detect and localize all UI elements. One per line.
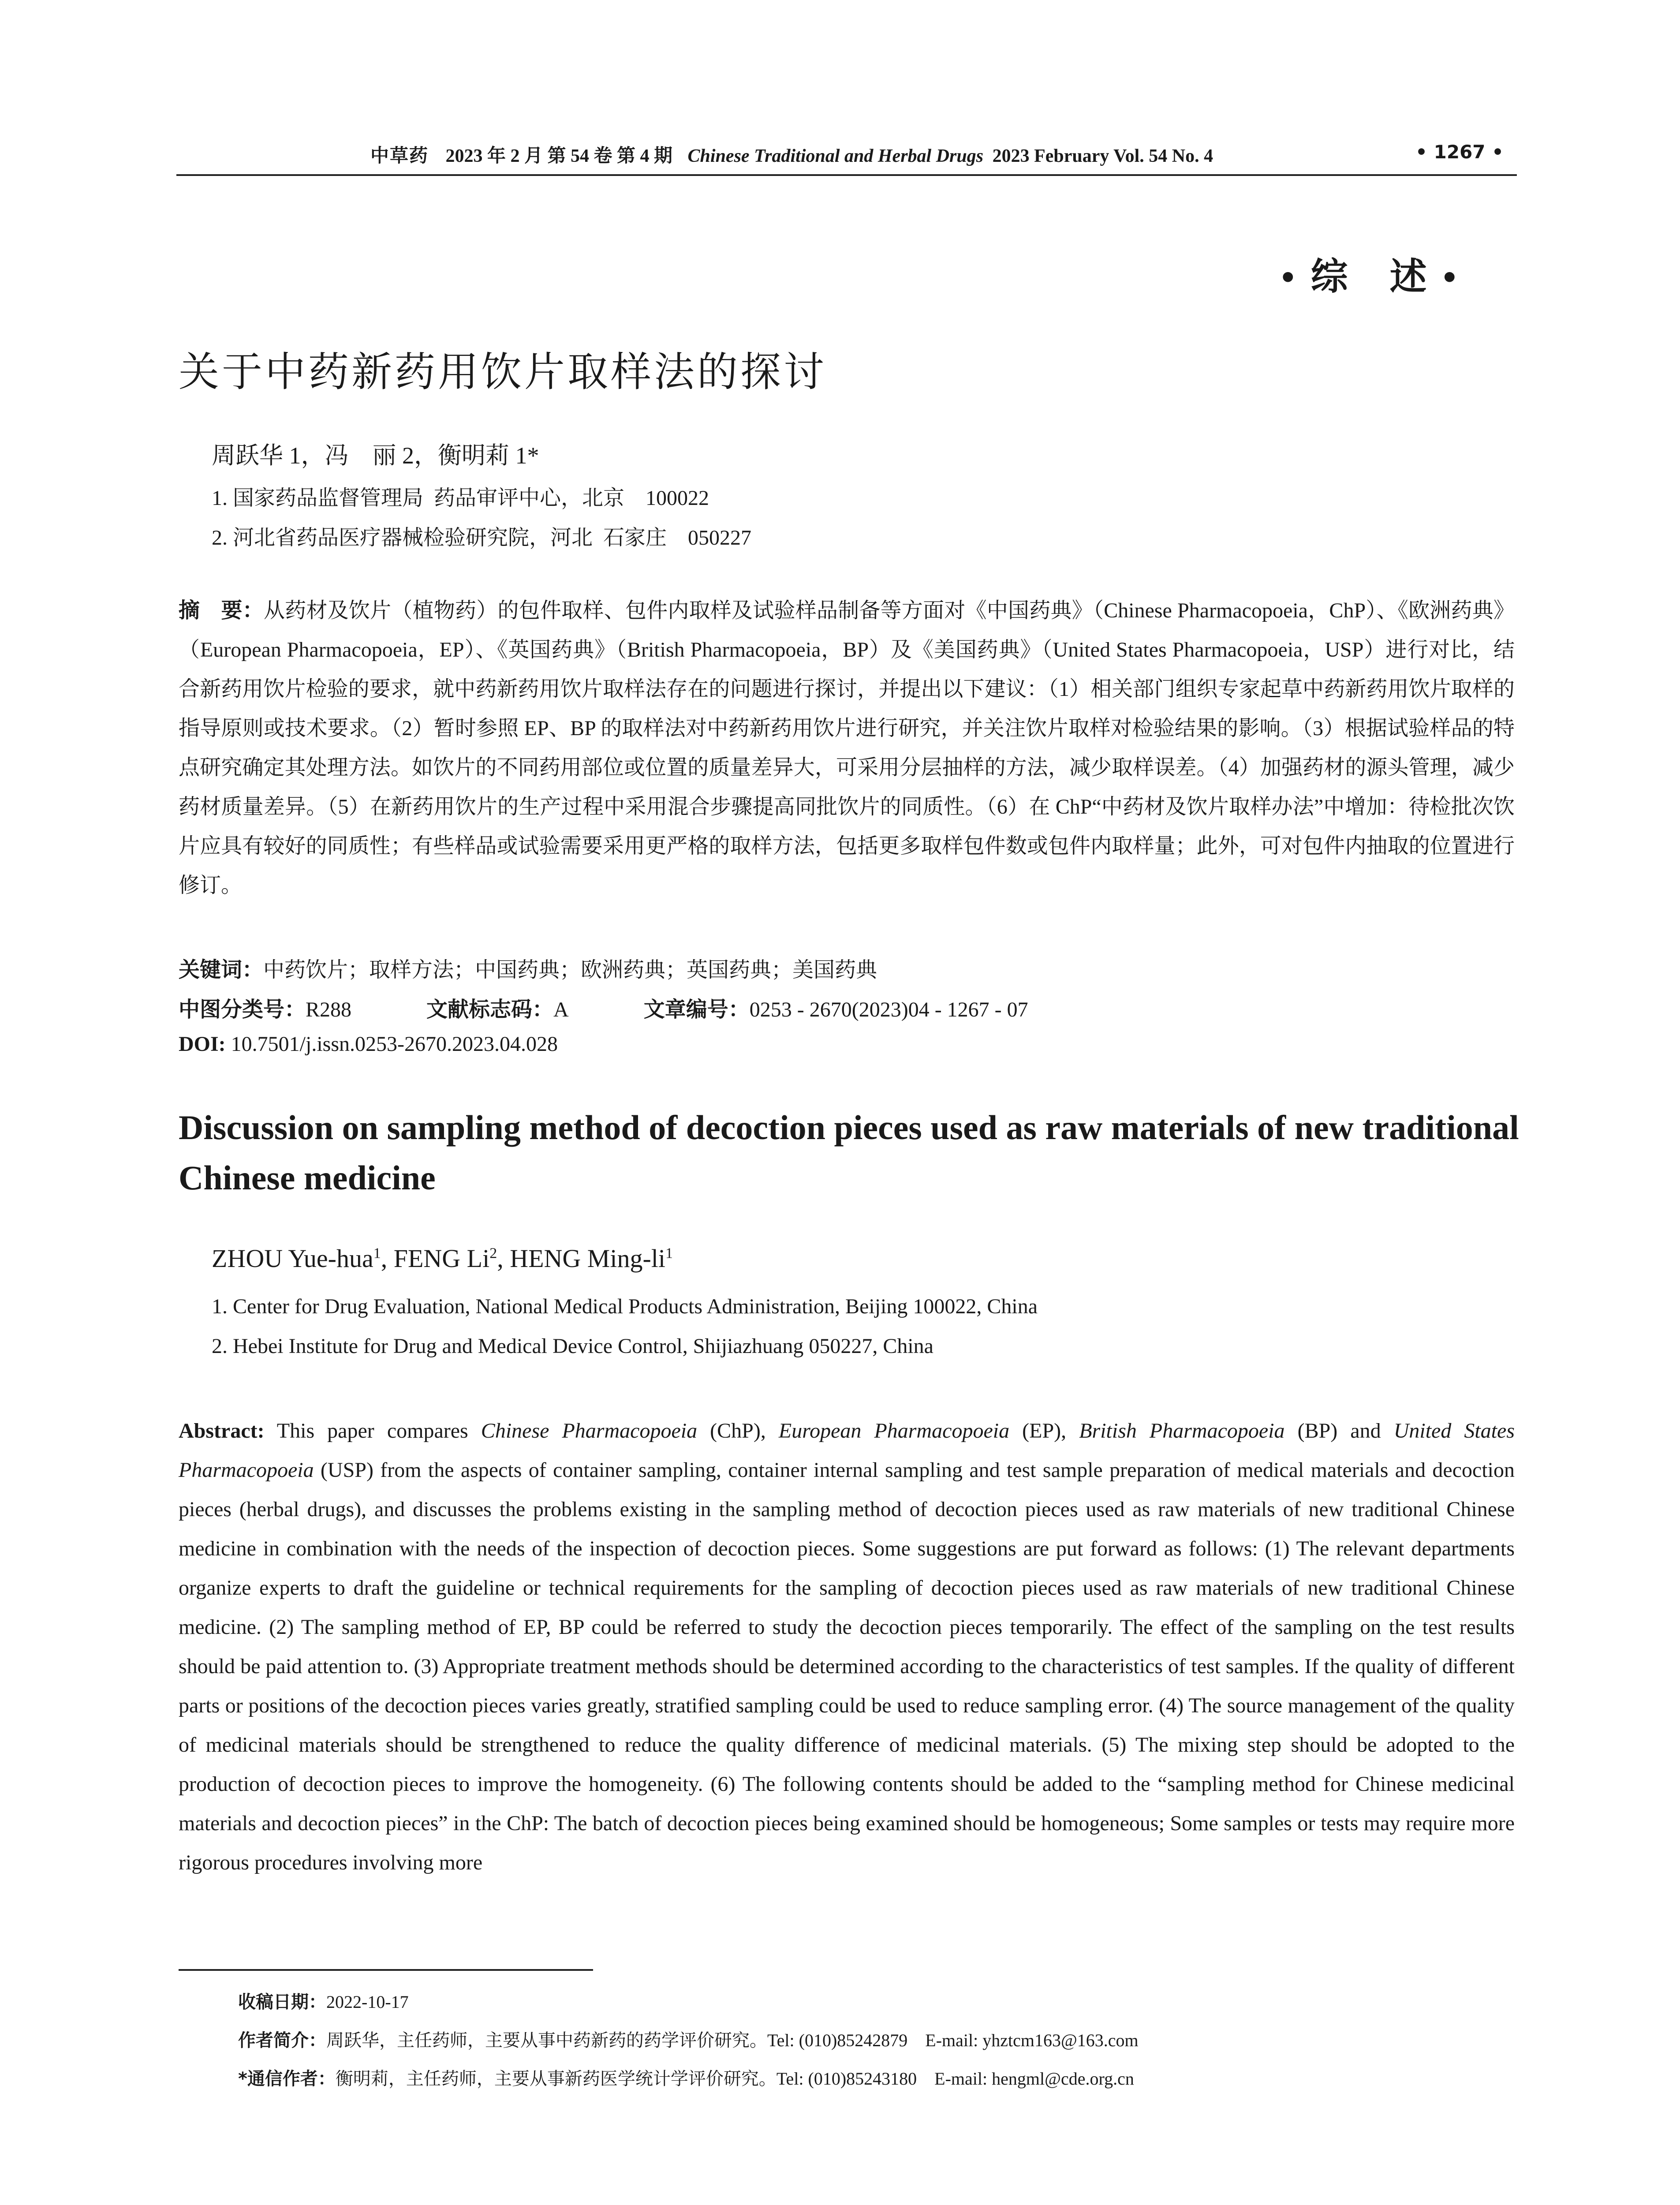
footnote-received [238, 1988, 409, 2013]
corresponding-label: *通信作者： [238, 2069, 336, 2089]
pharmacopoeia-name: United States Pharmacopoeia [179, 1419, 1515, 1482]
doc-code-label: 文献标志码： [426, 997, 554, 1022]
clc-label: 中图分类号： [179, 997, 306, 1022]
authors-cn: 周跃华 1，冯 丽 2，衡明莉 1* [212, 442, 539, 469]
author-affil-mark: 2 [489, 1245, 497, 1262]
doc-code-value: A [553, 998, 569, 1021]
author-name: FENG Li [393, 1244, 490, 1273]
abstract-cn-text: 从药材及饮片（植物药）的包件取样、包件内取样及试验样品制备等方面对《中国药典》（Chinese Pharmacopoeia，ChP）、《欧洲药典》（European Pharmacopoeia，EP）、《英国药典》（British Pharmacopoeia，BP）及《美国药典》（United States Pharmacopoeia，USP）进行对比，结合新药用饮片检验的要求，就中药新药用饮片取样法存在的问题进行探讨，并提出以下建议：（1）相关部门组织专家起草中药新药用饮片取样的指导原则或技术要求。（2）暂时参照 EP、BP 的取样法对中药新药用饮片进行研究，并关注饮片取样对检验结果的影响。（3）根据试验样品的特点研究确定其处理方法。如饮片的不同药用部位或位置的质量差异大，可采用分层抽样的方法，减少取样误差。（4）加强药材的源头管理，减少药材质量差异。（5）在新药用饮片的生产过程中采用混合步骤提高同批饮片的同质性。（6）在 ChP“中药材及饮片取样办法”中增加：待检批次饮片应具有较好的同质性；有些样品或试验需要采用更严格的取样方法，包括更多取样包件数或包件内取样量；此外，可对包件内抽取的位置进行修订。 [179, 599, 1515, 897]
abstract-en-label: Abstract: [179, 1419, 265, 1443]
pharmacopoeia-name: Chinese Pharmacopoeia [481, 1419, 698, 1443]
section-label: • 综 述 • [1281, 257, 1460, 298]
keywords-cn [179, 953, 877, 983]
author-affil-mark: 1 [373, 1245, 381, 1262]
footnote-author-bio [238, 2026, 1139, 2052]
keywords-cn-text: 中药饮片；取样方法；中国药典；欧洲药典；英国药典；美国药典 [263, 958, 877, 982]
abstract-cn [179, 591, 1515, 905]
received-label: 收稿日期： [238, 1992, 326, 2012]
affiliation-en-1: 1. Center for Drug Evaluation, National Medical Products Administration, Beijing 100022, China [212, 1295, 1038, 1318]
abstract-en-segment: (BP) and [1284, 1419, 1394, 1443]
affiliation-cn-2: 2. 河北省药品医疗器械检验研究院，河北 石家庄 050227 [212, 526, 752, 549]
classification-line [179, 992, 1028, 1023]
author-affil-mark: 1 [665, 1245, 673, 1262]
article-title-cn: 关于中药新药用饮片取样法的探讨 [179, 348, 827, 396]
page-number: • 1267 • [1415, 141, 1504, 163]
article-no-value: 0253 - 2670(2023)04 - 1267 - 07 [749, 998, 1028, 1021]
clc-value: R288 [306, 998, 352, 1021]
abstract-en [179, 1411, 1515, 1882]
journal-name-cn: 中草药 [370, 145, 429, 166]
issue-date-en: 2023 February Vol. 54 No. 4 [992, 146, 1213, 166]
footnote-corresponding [238, 2065, 1134, 2090]
pharmacopoeia-name: British Pharmacopoeia [1079, 1419, 1285, 1443]
authors-en: ZHOU Yue-hua$^1$, FENG Li$^2$, HENG Ming-$li^1$ [212, 1244, 673, 1273]
journal-info [370, 141, 1213, 168]
article-no-label: 文章编号： [643, 997, 750, 1022]
journal-name-en: Chinese Traditional and Herbal Drugs [687, 146, 984, 166]
abstract-en-segment: (ChP), [697, 1419, 779, 1443]
abstract-cn-label: 摘 要： [179, 598, 264, 623]
abstract-en-segment: (USP) from the aspects of container sampling, container internal sampling and test sample preparation of medical materials and decoction pieces (herbal drugs), and discusses the problems existing in the sampling method of decoction pieces used as raw materials of new traditional Chinese medicine in combination with the needs of the inspection of decoction pieces. Some suggestions are put forward as follows: (1) The relevant departments organize experts to draft the guideline or technical requirements for the sampling of decoction pieces used as raw materials of new traditional Chinese medicine. (2) The sampling method of EP, BP could be referred to study the decoction pieces temporarily. The effect of the sampling on the test results should be paid attention to. (3) Appropriate treatment methods should be determined according to the characteristics of test samples. If the quality of different parts or positions of the decoction pieces varies greatly, stratified sampling could be used to reduce sampling error. (4) The source management of the quality of medicinal materials should be strengthened to reduce the quality difference of medicinal materials. (5) The mixing step should be adopted to the production of decoction pieces to improve the homogeneity. (6) The following contents should be added to the “sampling method for Chinese medicinal materials and decoction pieces” in the ChP: The batch of decoction pieces being examined should be homogeneous; Some samples or tests may require more rigorous procedures involving more [179, 1458, 1515, 1874]
corresponding-text: 衡明莉，主任药师，主要从事新药医学统计学评价研究。Tel: (010)85243180 E-mail: hengml@cde.org.cn [335, 2069, 1134, 2089]
doi-line [179, 1032, 558, 1056]
author-name: ZHOU Yue-hua [212, 1244, 373, 1273]
header-divider [176, 174, 1517, 176]
issue-date-cn: 2023 年 2 月 第 54 卷 第 4 期 [445, 146, 673, 166]
abstract-en-text [179, 1419, 1515, 1874]
received-date: 2022-10-17 [326, 1992, 409, 2012]
abstract-en-segment: (EP), [1009, 1419, 1079, 1443]
abstract-en-segment: This paper compares [264, 1419, 481, 1443]
article-title-en: Discussion on sampling method of decoction pieces used as raw materials of new traditional Chinese medicine [179, 1108, 1519, 1197]
doi-value: 10.7501/j.issn.0253-2670.2023.04.028 [231, 1032, 558, 1056]
running-header [176, 141, 1517, 176]
author-bio-label: 作者简介： [238, 2030, 326, 2051]
doi-label: DOI: [179, 1032, 226, 1056]
keywords-cn-label: 关键词： [179, 957, 264, 982]
author-bio-text: 周跃华，主任药师，主要从事中药新药的药学评价研究。Tel: (010)85242879 E-mail: yhztcm163@163.com [326, 2030, 1139, 2050]
footnote-divider [179, 1969, 593, 1971]
author-name: HENG Ming-li [510, 1244, 666, 1273]
affiliation-cn-1: 1. 国家药品监督管理局 药品审评中心，北京 100022 [212, 486, 709, 510]
pharmacopoeia-name: European Pharmacopoeia [778, 1419, 1010, 1443]
affiliation-en-2: 2. Hebei Institute for Drug and Medical Device Control, Shijiazhuang 050227, China [212, 1334, 933, 1358]
